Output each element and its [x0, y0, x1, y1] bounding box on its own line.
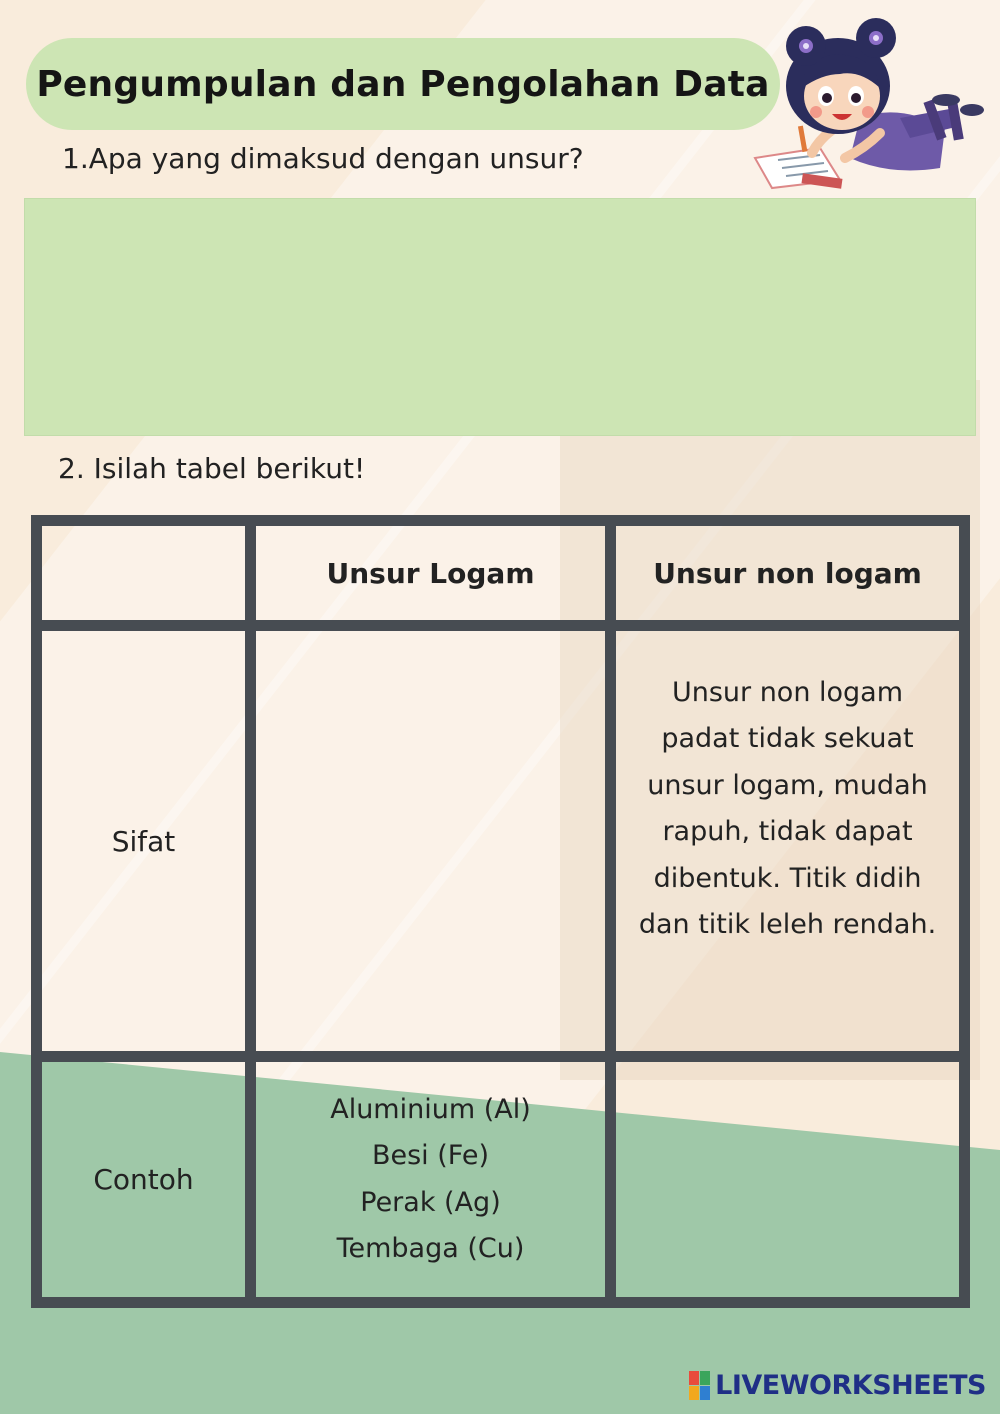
contoh-unsur-non-logam-input[interactable] [616, 1062, 959, 1297]
character-illustration-icon [750, 8, 985, 193]
table-divider [31, 1051, 970, 1062]
sifat-non-logam-line: padat tidak sekuat [661, 723, 914, 754]
sifat-unsur-logam-input[interactable] [256, 631, 605, 1051]
liveworksheets-brand [689, 1370, 986, 1401]
table-divider [605, 515, 616, 1308]
table-header-unsur-non-logam: Unsur non logam [653, 556, 922, 590]
sifat-unsur-non-logam-text [616, 631, 959, 1051]
contoh-logam-item: Aluminium (Al) [330, 1093, 531, 1125]
elements-table [31, 515, 970, 1308]
sifat-non-logam-line: rapuh, tidak dapat [662, 816, 913, 847]
sifat-non-logam-line: dibentuk. Titik didih [653, 862, 922, 894]
contoh-logam-item: Tembaga (Cu) [336, 1233, 525, 1264]
liveworksheets-logo-icon [689, 1371, 711, 1401]
question-1: 1.Apa yang dimaksud dengan unsur? [62, 142, 584, 175]
table-header-unsur-logam: Unsur Logam [326, 556, 535, 590]
sifat-non-logam-line: dan titik leleh rendah. [638, 909, 937, 940]
contoh-unsur-logam-list [256, 1062, 605, 1297]
answer-1-input[interactable] [24, 198, 976, 436]
table-header-empty [42, 526, 245, 620]
question-2: 2. Isilah tabel berikut! [58, 452, 366, 485]
brand-name: LIVEWORKSHEETS [715, 1370, 986, 1401]
table-divider [31, 620, 970, 631]
row-label-contoh: Contoh [93, 1163, 194, 1196]
sifat-non-logam-line: unsur logam, mudah [647, 769, 928, 801]
contoh-logam-item: Perak (Ag) [360, 1186, 501, 1218]
page-title: Pengumpulan dan Pengolahan Data [36, 63, 770, 105]
title-banner [26, 38, 780, 130]
row-label-sifat: Sifat [111, 824, 176, 858]
contoh-logam-item: Besi (Fe) [371, 1140, 490, 1171]
table-divider [245, 515, 256, 1308]
sifat-non-logam-line: Unsur non logam [671, 676, 904, 708]
